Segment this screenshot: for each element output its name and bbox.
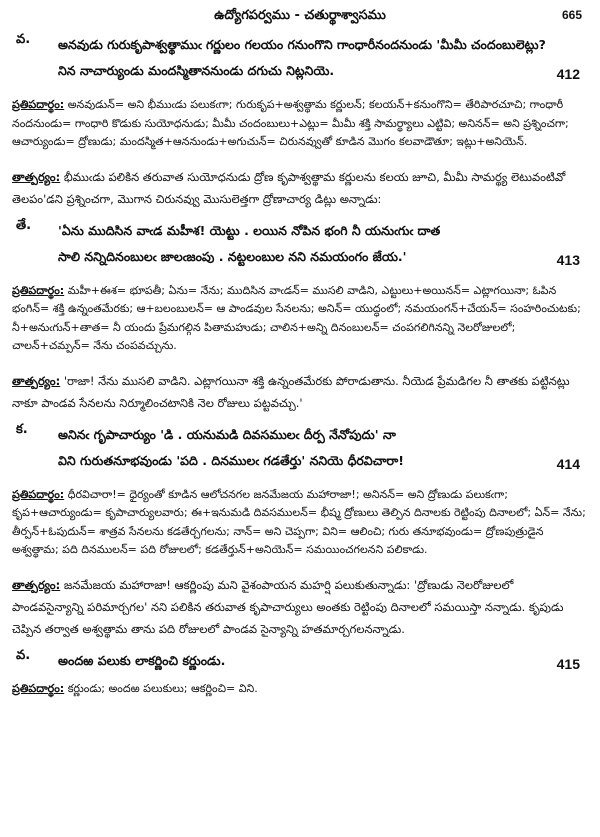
pratipadartham-paragraph xyxy=(12,486,588,560)
verse-413 xyxy=(12,218,588,270)
running-title: ఉద్యోగపర్వము - చతుర్థాశ్వాసము xyxy=(214,8,386,23)
page-header xyxy=(12,6,588,28)
pratipadartham-label: ప్రతిపదార్థం: xyxy=(12,283,65,297)
verse-number: 414 xyxy=(556,455,580,472)
pratipadartham-label: ప్రతిపదార్థం: xyxy=(12,98,65,111)
verse-line: అందఱ పలుకు లాకర్ణించి కర్ణుండు. xyxy=(58,652,226,668)
verse-line: నిన నాచార్యుండు మందస్మితాననుండు దగుచు నిట్లనియె. xyxy=(58,63,335,78)
pratipadartham-paragraph xyxy=(12,282,588,356)
tatparyam-label: తాత్పర్యం: xyxy=(12,373,61,388)
pratipadartham-paragraph xyxy=(12,680,588,699)
tatparyam-label: తాత్పర్యం: xyxy=(12,169,61,184)
tatparyam-text: 'రాజా! నేను ముసలి వాడిని. ఎట్లాగయినా శక్తి ఉన్నంతమేరకు పోరాడుతాను. నీయెడ ప్రేమడిగల నీ తాతకు పట్టినట్లు నాకూ పాండవ సేనలను నిర్మూలించటానికి నెల రోజులు పట్టవచ్చు.' xyxy=(12,373,570,410)
verse-number: 413 xyxy=(556,251,580,268)
pratipadartham-label: ప్రతిపదార్థం: xyxy=(12,681,65,695)
pratipadartham-text: ధీరవిచారా!= ధైర్యంతో కూడిన ఆలోచనగల జనమేజయ మహారాజా!; అనినన్= అని ద్రోణుడు పలుకఁగా; కృప+ఆచార్యుండు= కృపాచార్యులవారు; ఈ+ఇనుమడి దివసములన్= భీష్మ ద్రోణులు తెల్పిన దినాలకు రెట్టింపు దినాలలో; ఏన్= నేను; తీర్పన్+ఓపుదున్= శాత్రవ సేనలను కడతేర్చగలను; నాన్= అని చెప్పగా; విని= ఆలించి; గురు తనూభవుండు= ద్రోణపుత్రుడైన అశ్వత్థామ; పది దినములన్= పది రోజులలో; కడతేర్తున్+అనియెన్= సమయించగలనని పలికాడు. xyxy=(12,487,586,556)
tatparyam-paragraph xyxy=(12,166,588,210)
tatparyam-paragraph xyxy=(12,574,588,640)
pratipadartham-label: ప్రతిపదార్థం: xyxy=(12,487,65,501)
tatparyam-paragraph xyxy=(12,370,588,414)
tatparyam-label: తాత్పర్యం: xyxy=(12,577,61,592)
page-number: 665 xyxy=(561,8,582,22)
verse-line: సాలి నన్నిదినంబులఁ జాలఁజంపు . నట్టలంబుల నని నమయంగం జేయ.' xyxy=(58,248,407,264)
verse-line: అనవుడు గురుకృపాశ్వత్థాముఁ గర్ణులం గలయం గనుంగొని గాంధారీనందనుండు 'మీమీ చందంబులెట్లు? xyxy=(58,37,546,52)
pratipadartham-paragraph xyxy=(12,96,588,152)
verse-414 xyxy=(12,422,588,474)
verse-meter-label: క. xyxy=(16,421,28,437)
verse-line: అనినఁ గృపాచార్యుం 'డి . యనుమడి దివసములఁ దీర్ప నేనోపుదు' నా xyxy=(58,426,396,442)
verse-number: 415 xyxy=(556,655,580,672)
verse-meter-label: తే. xyxy=(16,217,32,233)
verse-line: విని గురుతనూభవుండు 'పది . దినములఁ గడతేర్తు' ననియె ధీరవిచారా! xyxy=(58,452,404,468)
verse-number: 412 xyxy=(556,66,580,82)
verse-meter-label: వ. xyxy=(16,32,31,47)
verse-415 xyxy=(12,648,588,674)
pratipadartham-text: మహీ+ఈశ= భూపతీ; ఏను= నేను; ముదిసిన వాఁడన్= ముసలి వాడిని, ఎట్టులు+అయినన్= ఎట్లాగయినా; ఓపిన భంగిన్= శక్తి ఉన్నంతమేరకు; ఆ+బలంబులన్= ఆ పాండవుల సేనలను; అనిన్= యుద్ధంలో; నమయంగన్+చేయన్= సంహరించుటకు; నీ+అనుఁగున్+తాత= నీ యందు ప్రేమగల్గిన పితామహుడు; చాలిన+అన్ని దినంబులన్= చంపగలిగినన్ని నెలరోజులలో; చాలన్+చమ్పన్= నేను చంపవచ్చును. xyxy=(12,283,581,352)
verse-412 xyxy=(12,32,588,84)
pratipadartham-text: అనవుడున్= అని భీముఁడు పలుకఁగా; గురుకృప+అశ్వత్థామ కర్ణులన్; కలయన్+కనుంగొని= తేరిపారచూచి; గాంధారీ నందనుండు= గాంధారి కొడుకు సుయోధనుడు; మీమీ చందంబులు+ఎట్లు= మీమీ శక్తి సామర్థ్యాలు ఎట్టివి; అనినన్= అని ప్రశ్నించగా; ఆచార్యుండు= ద్రోణుడు; మందస్మిత+ఆననుండు+అగుచున్= చిరునవ్వుతో కూడిన మొగం కలవాడౌతూ; ఇట్లు+అనియెన్. xyxy=(12,98,569,148)
verse-line: 'ఏను ముదిసిన వాఁడ మహీశ! యెట్టు . లయిన నోపిన భంగి నీ యనుఁగుఁ దాత xyxy=(58,222,441,238)
pratipadartham-text: కర్ణుండు; అందఱ పలుకులు; ఆకర్ణించి= విని. xyxy=(67,681,258,695)
tatparyam-text: జనమేజయ మహారాజా! ఆకర్ణింపు మని వైశంపాయన మహర్షి పలుకుతున్నాడు: 'ద్రోణుడు నెలరోజులలో పాండవసైన్యాన్ని పరిమార్చగల' నని పలికిన తరువాత కృపాచార్యులు అంతకు రెట్టింపు దినాలలో సమయిస్తా నన్నాడు. కృపుడు చెప్పిన తర్వాత అశ్వత్థామ తాను పది రోజులలో పాండవ సైన్యాన్ని హతమార్చగలనన్నాడు. xyxy=(12,577,564,636)
verse-meter-label: వ. xyxy=(16,647,31,663)
tatparyam-text: భీముఁడు పలికిన తరువాత సుయోధనుడు ద్రోణ కృపాశ్వత్థామ కర్ణులను కలయ జూచి, మీమీ సామర్థ్య లెటువంటివో తెలపం'డని ప్రశ్నించగా, మొగాన చిరునవ్వు మొసులెత్తగా ద్రోణాచార్య డిట్లు అన్నాడు: xyxy=(12,169,566,206)
